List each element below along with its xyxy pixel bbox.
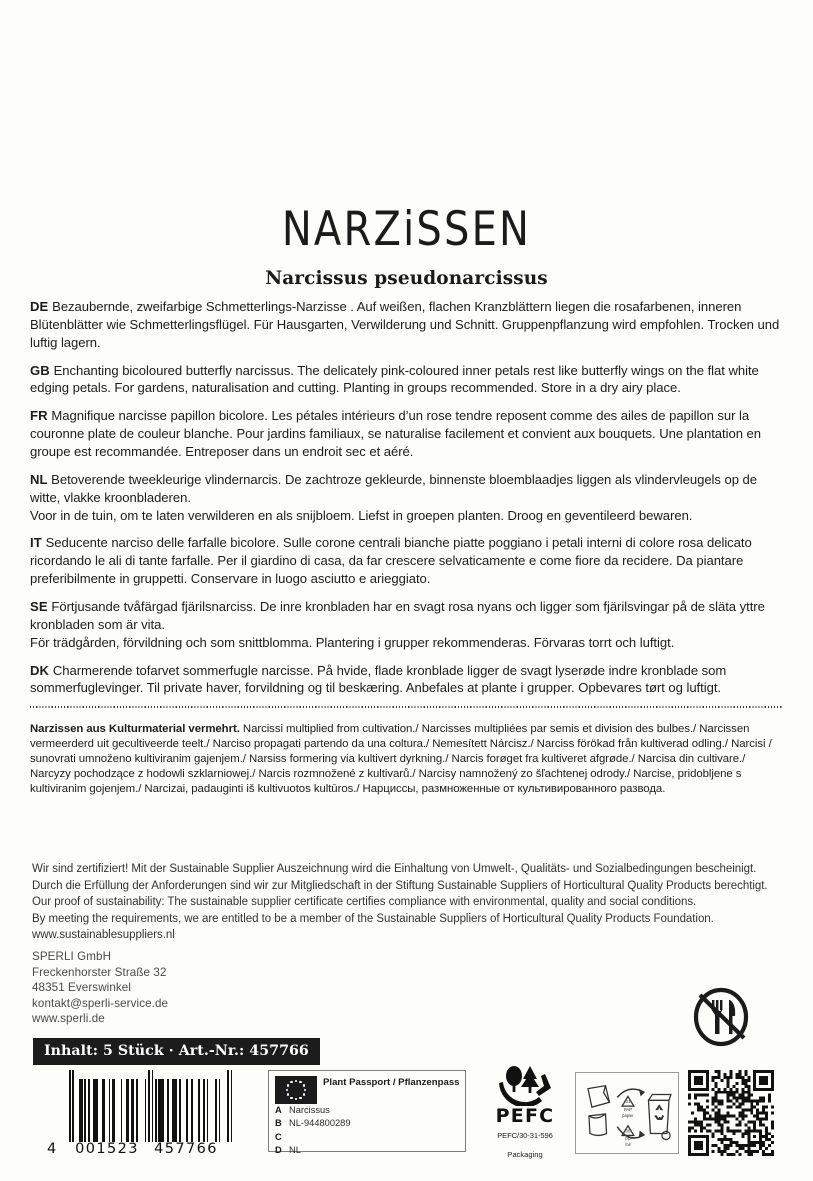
barcode-bar <box>138 1079 145 1142</box>
description-se <box>30 598 782 652</box>
plastic-code-sub: foil <box>625 1142 631 1148</box>
description-line: DK Charmerende tofarvet sommerfugle narcisse. På hvide, flade kronblade ligger de svagt lyserøde indre kronblade som sommerfuglevinger. Til private haver, forvildning og til beskæring. Anbefales at plante i grupper. Opbevares tørt og luftigt. <box>30 662 727 696</box>
pefc-code: PEFC/30-31-596 <box>497 1131 553 1140</box>
barcode-bar <box>220 1079 227 1142</box>
certification-line: Our proof of sustainability: The sustainable supplier certificate certifies compliance with environmental, quality and social conditions. <box>32 896 697 909</box>
description-line: IT Seducente narciso delle farfalle bicolore. Sulle corone centrali bianche piatte poggiano i petali interni di colore rosa delicato ricordando le ali di tante farfalle. Per il giardino di casa, da far crescere selvaticamente e come fiore da recidere. Da piantare preferibilmente in gruppetti. Conservare in luogo asciutto e arieggiato. <box>30 535 752 587</box>
cultivation-lead: Narzissen aus Kulturmaterial vermehrt. <box>30 723 240 735</box>
address-line: www.sperli.de <box>32 1012 105 1026</box>
plant-passport-key: C <box>275 1131 282 1142</box>
paper-code-sub: papier <box>622 1112 634 1118</box>
address-line: 48351 Everswinkel <box>32 981 132 995</box>
description-de <box>30 298 782 352</box>
company-address <box>32 949 168 1027</box>
paper-code-number: 21 <box>625 1099 631 1105</box>
pefc-subtitle: Packaging <box>507 1150 543 1159</box>
barcode-right-group: 457766 <box>154 1141 218 1157</box>
plastic-code-label: PP <box>625 1136 631 1142</box>
certification-line: Wir sind zertifiziert! Mit der Sustainable Supplier Auszeichnung wird die Einhaltung von Umwelt-, Qualitäts- und Sozialbedingungen bescheinigt. <box>32 863 757 875</box>
sustainability-certification-text <box>32 861 784 944</box>
content-article-bar: Inhalt: 5 Stück · Art.-Nr.: 457766 <box>33 1038 320 1065</box>
plant-passport-key: B <box>275 1118 282 1129</box>
language-descriptions <box>30 298 782 697</box>
language-code: SE <box>30 599 52 615</box>
plastic-code-number: 05 <box>625 1128 631 1134</box>
recycling-diagram-icon <box>576 1073 678 1153</box>
qr-code-icon[interactable] <box>688 1070 774 1156</box>
barcode-left-group: 001523 <box>75 1141 139 1157</box>
cultivation-body: Narcissi multiplied from cultivation./ Narcisses multipliées par semis et division des bulbes./ Narcissen vermeerderd uit gecultiveerde teelt./ Narciso propagati partendo da una coltura./ Nemesített Nárcisz./ Narciss förökad från kultiverad odling./ Narcisi / sunovrati umnoženo kultiviranim gajenjem./ Narsiss formering via kultivert dyrkning./ Narcis forøget fra kultiveret afgrøde./ Narcisa din cultivare./ Narcyzy pochodzące z hodowli szklarniowej./ Narcis rozmnožené z kultivarů./ Narcisy namnožený zo šľachtenej odrody./ Narcise, pridobljene s kultiviranim gojenjem./ Narcizai, padauginti iš kultivuotos kultūros./ Нарциссы, размноженные от культивированного развода. <box>30 723 772 796</box>
no-food-contact-icon <box>688 986 754 1048</box>
cultivation-origin-note <box>30 722 782 798</box>
language-code: GB <box>30 362 54 378</box>
description-line: NL Betoverende tweekleurige vlindernarcis. De zachtroze gekleurde, binnenste bloemblaadjes liggen als vlindervleugels op de witte, vlakke kroonbladeren. <box>30 471 758 505</box>
barcode-bars <box>69 1070 242 1142</box>
description-nl <box>30 471 782 525</box>
plant-passport-row-b <box>275 1117 459 1130</box>
description-line: För trädgården, förvildning och som snittblomma. Plantering i grupper rekommenderas. Förvaras torrt och luftigt. <box>30 634 675 650</box>
plant-passport-key: A <box>275 1105 282 1115</box>
plant-passport-row-d <box>275 1144 459 1157</box>
address-line: SPERLI GmbH <box>32 950 112 963</box>
plant-passport-key: D <box>275 1145 282 1156</box>
plant-passport-row-a <box>275 1104 459 1117</box>
qr-code-svg <box>688 1070 774 1156</box>
plant-passport-rows <box>275 1104 459 1158</box>
language-code: FR <box>30 408 52 424</box>
plant-passport-box <box>268 1070 466 1156</box>
barcode-bar <box>231 1070 233 1142</box>
paper-code-label: PAP <box>623 1107 633 1113</box>
latin-name: Narcissus pseudonarcissus <box>265 268 548 289</box>
address-line: Freckenhorster Straße 32 <box>32 965 167 979</box>
pefc-certification-block <box>484 1062 566 1159</box>
barcode <box>47 1070 242 1157</box>
no-food-symbol <box>688 986 754 1048</box>
pefc-logo-icon <box>495 1062 555 1106</box>
language-code: IT <box>30 535 46 551</box>
address-line: kontakt@sperli-service.de <box>32 996 169 1010</box>
description-line: Voor in de tuin, om te laten verwilderen en als snijbloem. Liefst in groepen planten. Droog en geventileerd bewaren. <box>30 507 693 523</box>
plant-passport-value: NL-944800289 <box>289 1118 351 1129</box>
barcode-bar <box>208 1079 215 1142</box>
barcode-lead-digit: 4 <box>47 1141 58 1157</box>
plant-passport-title: Plant Passport / Pflanzenpass <box>323 1077 460 1088</box>
description-line: SE Förtjusande tvåfärgad fjärilsnarciss. De inre kronbladen har en svagt rosa nyans och ligger som fjärilsvingar på de släta yttre kronbladen som är vita. <box>30 599 765 632</box>
description-line: GB Enchanting bicoloured butterfly narcissus. The delicately pink-coloured inner petals rest like butterfly wings on the flat white edging petals. For gardens, naturalisation and cutting. Planting in groups recommended. Store in a dry airy place. <box>30 362 759 396</box>
barcode-digits <box>47 1141 242 1157</box>
product-title-block <box>0 202 813 289</box>
description-it <box>30 534 782 588</box>
language-code: NL <box>30 471 52 487</box>
description-fr <box>30 407 782 461</box>
plant-passport-row-c <box>275 1131 459 1144</box>
certification-line: By meeting the requirements, we are entitled to be a member of the Sustainable Suppliers of Horticultural Quality Products Foundation. <box>32 912 714 925</box>
plant-passport-header <box>275 1076 459 1104</box>
language-code: DK <box>30 662 53 678</box>
description-gb <box>30 362 782 398</box>
eu-flag-icon <box>275 1076 317 1104</box>
description-dk <box>30 662 782 698</box>
certification-line: www.sustainablesuppliers.nl <box>32 929 175 942</box>
plant-passport-value: NL <box>289 1145 301 1156</box>
section-divider <box>30 706 782 708</box>
language-code: DE <box>30 299 53 314</box>
description-line: DE Bezaubernde, zweifarbige Schmetterlings-Narzisse . Auf weißen, flachen Kranzblättern liegen die rosafarbenen, inneren Blütenblätter wie Schmetterlingsflügel. Für Hausgarten, Verwilderung und Schnitt. Gruppenpflanzung wird empfohlen. Trocken und luftig lagern. <box>30 299 780 350</box>
certification-line: Durch die Erfüllung der Anforderungen sind wir zur Mitgliedschaft in der Stiftung Sustainable Suppliers of Horticultural Quality Products berechtigt. <box>32 879 768 892</box>
description-line: FR Magnifique narcisse papillon bicolore. Les pétales intérieurs d’un rose tendre reposent comme des ailes de papillon sur la couronne plate de couleur blanche. Pour jardins familiaux, se naturalise facilement et convient aux bouquets. Une plantation en groupe est recommandée. Entreposer dans un endroit sec et aéré. <box>30 408 761 460</box>
pefc-wordmark: PEFC <box>495 1105 555 1127</box>
recycling-instructions-box <box>575 1072 679 1154</box>
page-title: NARZiSSEN <box>281 202 532 257</box>
plant-passport-value: Narcissus <box>289 1105 330 1115</box>
